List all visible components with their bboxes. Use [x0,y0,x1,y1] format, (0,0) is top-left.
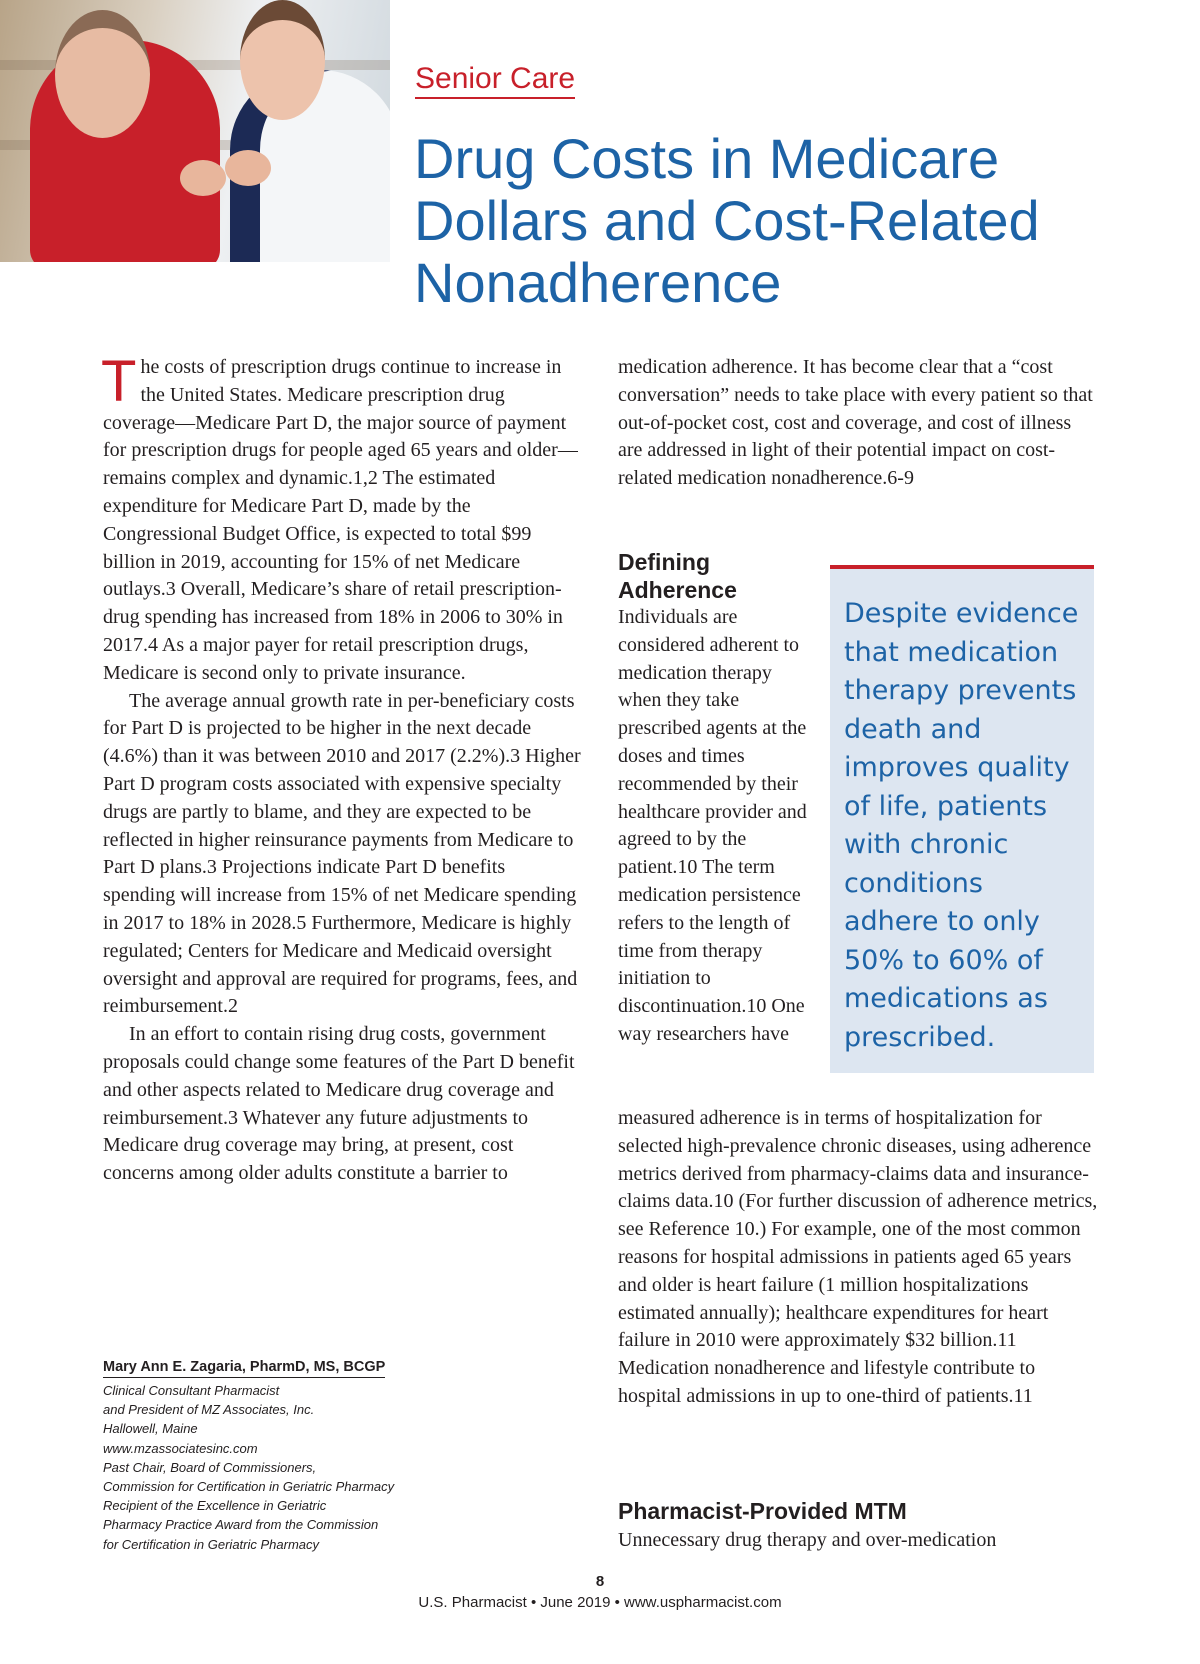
drop-cap: T [101,349,137,414]
author-line: Hallowell, Maine [103,1421,198,1437]
author-line: Commission for Certification in Geriatric Pharmacy [103,1479,395,1495]
section-heading-defining-adherence [618,548,737,604]
publication-footer: U.S. Pharmacist • June 2019 • www.uspharmacist.com [418,1594,782,1611]
section-kicker: Senior Care [415,62,575,99]
paragraph-hospitalization: measured adherence is in terms of hospitalization for selected high-prevalence chronic diseases, using adherence metrics derived from pharmacy-claims data and insurance-claims data.10 (For further discussion of adherence metrics, see Reference 10.) For example, one of the most common reasons for hospital admissions in patients aged 65 years and older is heart failure (1 million hospitalizations estimated annually); healthcare expenditures for heart failure in 2010 were approximately $32 billion.11 Medication nonadherence and lifestyle contribute to hospital admissions in up to one-third of patients.11 [618,1107,1098,1407]
author-line: and President of MZ Associates, Inc. [103,1402,315,1418]
paragraph-3: In an effort to contain rising drug costs, government proposals could change some features of the Part D benefit and other aspects related to Medicare drug coverage and reimbursement.3 Whatever any future adjustments to Medicare drug coverage may bring, at present, cost concerns among older adults constitute a barrier to [103,1023,575,1185]
paragraph-mtm: Unnecessary drug therapy and over-medication [618,1529,997,1551]
author-block [103,1358,443,1554]
photo-pharmacist-head [240,0,325,120]
section-heading-mtm: Pharmacist-Provided MTM [618,1498,907,1524]
header-photo [0,0,390,262]
photo-hand [225,150,271,186]
heading-line: Defining [618,549,710,575]
right-column-intro [618,354,1098,493]
article-title: Drug Costs in Medicare Dollars and Cost-Related Nonadherence [414,127,1040,314]
photo-patient-head [55,10,150,138]
author-website: www.mzassociatesinc.com [103,1440,258,1456]
page-number: 8 [595,1573,605,1590]
paragraph-2: The average annual growth rate in per-beneficiary costs for Part D is projected to be higher in the next decade (4.6%) than it was between 2010 and 2017 (2.2%).3 Higher Part D program costs associated with expensive specialty drugs are partly to blame, and they are expected to be reflected in higher reinsurance payments from Medicare to Part D plans.3 Projections indicate Part D benefits spending will increase from 15% of net Medicare spending in 2017 to 18% in 2028.5 Furthermore, Medicare is highly regulated; Centers for Medicare and Medicaid oversight oversight and approval are required for programs, fees, and reimbursement.2 [103,689,581,1018]
paragraph-1-text: he costs of prescription drugs continue to increase in the United States. Medicare prescription drug coverage—Medicare Part D, the major source of payment for prescription drugs for people aged 65 years and older—remains complex and dynamic.1,2 The estimated expenditure for Medicare Part D, made by the Congressional Budget Office, is expected to total $99 billion in 2019, accounting for 15% of net Medicare outlays.3 Overall, Medicare’s share of retail prescription-drug spending has increased from 18% in 2006 to 30% in 2017.4 As a major payer for retail prescription drugs, Medicare is second only to private insurance. [103,356,578,684]
photo-hand [180,160,226,196]
paragraph-continued: medication adherence. It has become clear that a “cost conversation” needs to take place with every patient so that out-of-pocket cost, cost and coverage, and cost of illness are addressed in light of their potential impact on cost-related medication nonadherence.6-9 [618,356,1093,490]
right-column-last [618,1527,1098,1555]
author-name: Mary Ann E. Zagaria, PharmD, MS, BCGP [103,1358,385,1378]
author-line: Clinical Consultant Pharmacist [103,1383,280,1398]
pull-quote: Despite evidence that medication therapy prevents death and improves quality of life, patients with chronic conditions adhere to only 50% to 60% of medications as prescribed. [830,565,1094,1073]
author-line: Recipient of the Excellence in Geriatric [103,1498,327,1514]
author-line: Pharmacy Practice Award from the Commission [103,1517,379,1533]
left-column [101,349,581,1188]
heading-line: Adherence [618,577,737,603]
author-line: Past Chair, Board of Commissioners, [103,1459,317,1475]
narrow-column-text [618,604,818,1049]
paragraph-definition: Individuals are considered adherent to medication therapy when they take prescribed agents at the doses and times recommended by their healthcare provider and agreed to by the patient.10 The term medication persistence refers to the length of time from therapy initiation to discontinuation.10 One way researchers have [618,606,807,1045]
paragraph-1 [101,349,581,688]
right-column-body [618,1105,1098,1411]
author-line: for Certification in Geriatric Pharmacy [103,1536,320,1552]
